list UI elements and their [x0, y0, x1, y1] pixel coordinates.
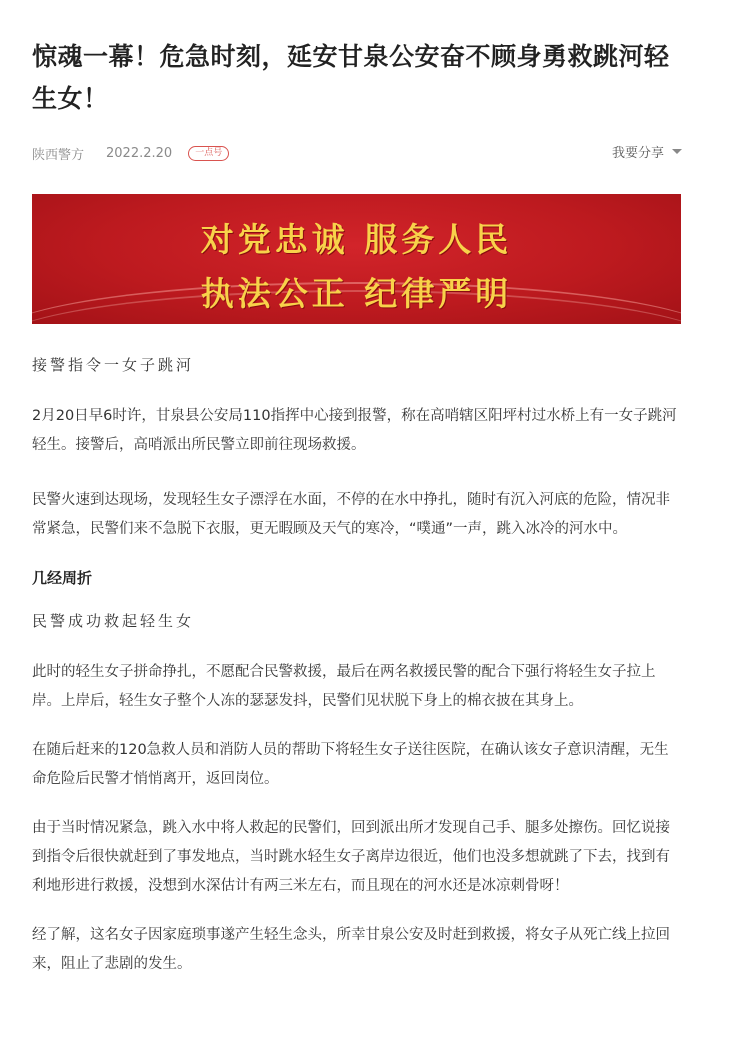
banner-line-2: 执法公正 纪律严明 [200, 274, 513, 313]
publish-date: 2022.2.20 [106, 145, 173, 161]
paragraph: 由于当时情况紧急，跳入水中将人救起的民警们，回到派出所才发现自己手、腿多处擦伤。回忆说接到指令后很快就赶到了事发地点，当时跳水轻生女子离岸边很近，他们也没多想就跳了下去，找到有利地形进行救援，没想到水深估计有两三米左右，而且现在的河水还是冰凉刺骨呀！ [32, 820, 670, 894]
banner-line-1: 对党忠诚 服务人民 [200, 220, 513, 259]
article-title: 惊魂一幕！危急时刻，延安甘泉公安奋不顾身勇救跳河轻生女！ [32, 42, 670, 113]
article-meta [32, 142, 682, 164]
subheading: 接警指令一女子跳河 [32, 356, 195, 374]
chevron-down-icon [672, 149, 682, 154]
slogan-banner [32, 194, 681, 324]
share-button[interactable] [612, 142, 682, 161]
paragraph: 民警火速到达现场，发现轻生女子漂浮在水面，不停的在水中挣扎，随时有沉入河底的危险，情况非常紧急，民警们来不急脱下衣服，更无暇顾及天气的寒冷，“噗通”一声，跳入冰冷的河水中。 [32, 492, 670, 537]
paragraph: 2月20日早6时许，甘泉县公安局110指挥中心接到报警，称在高哨辖区阳坪村过水桥上有一女子跳河轻生。接警后，高哨派出所民警立即前往现场救援。 [32, 408, 677, 453]
paragraph: 此时的轻生女子拼命挣扎，不愿配合民警救援，最后在两名救援民警的配合下强行将轻生女子拉上岸。上岸后，轻生女子整个人冻的瑟瑟发抖，民警们见状脱下身上的棉衣披在其身上。 [32, 664, 656, 709]
source-badge: 一点号 [188, 146, 229, 161]
section-heading: 几经周折 [32, 569, 93, 587]
share-label: 我要分享 [611, 146, 664, 161]
paragraph: 在随后赶来的120急救人员和消防人员的帮助下将轻生女子送往医院，在确认该女子意识清醒，无生命危险后民警才悄悄离开，返回岗位。 [32, 742, 669, 787]
paragraph: 经了解，这名女子因家庭琐事遂产生轻生念头，所幸甘泉公安及时赶到救援，将女子从死亡线上拉回来，阻止了悲剧的发生。 [32, 927, 670, 972]
source-link[interactable]: 陕西警方 [32, 147, 85, 163]
subheading: 民警成功救起轻生女 [32, 612, 195, 630]
